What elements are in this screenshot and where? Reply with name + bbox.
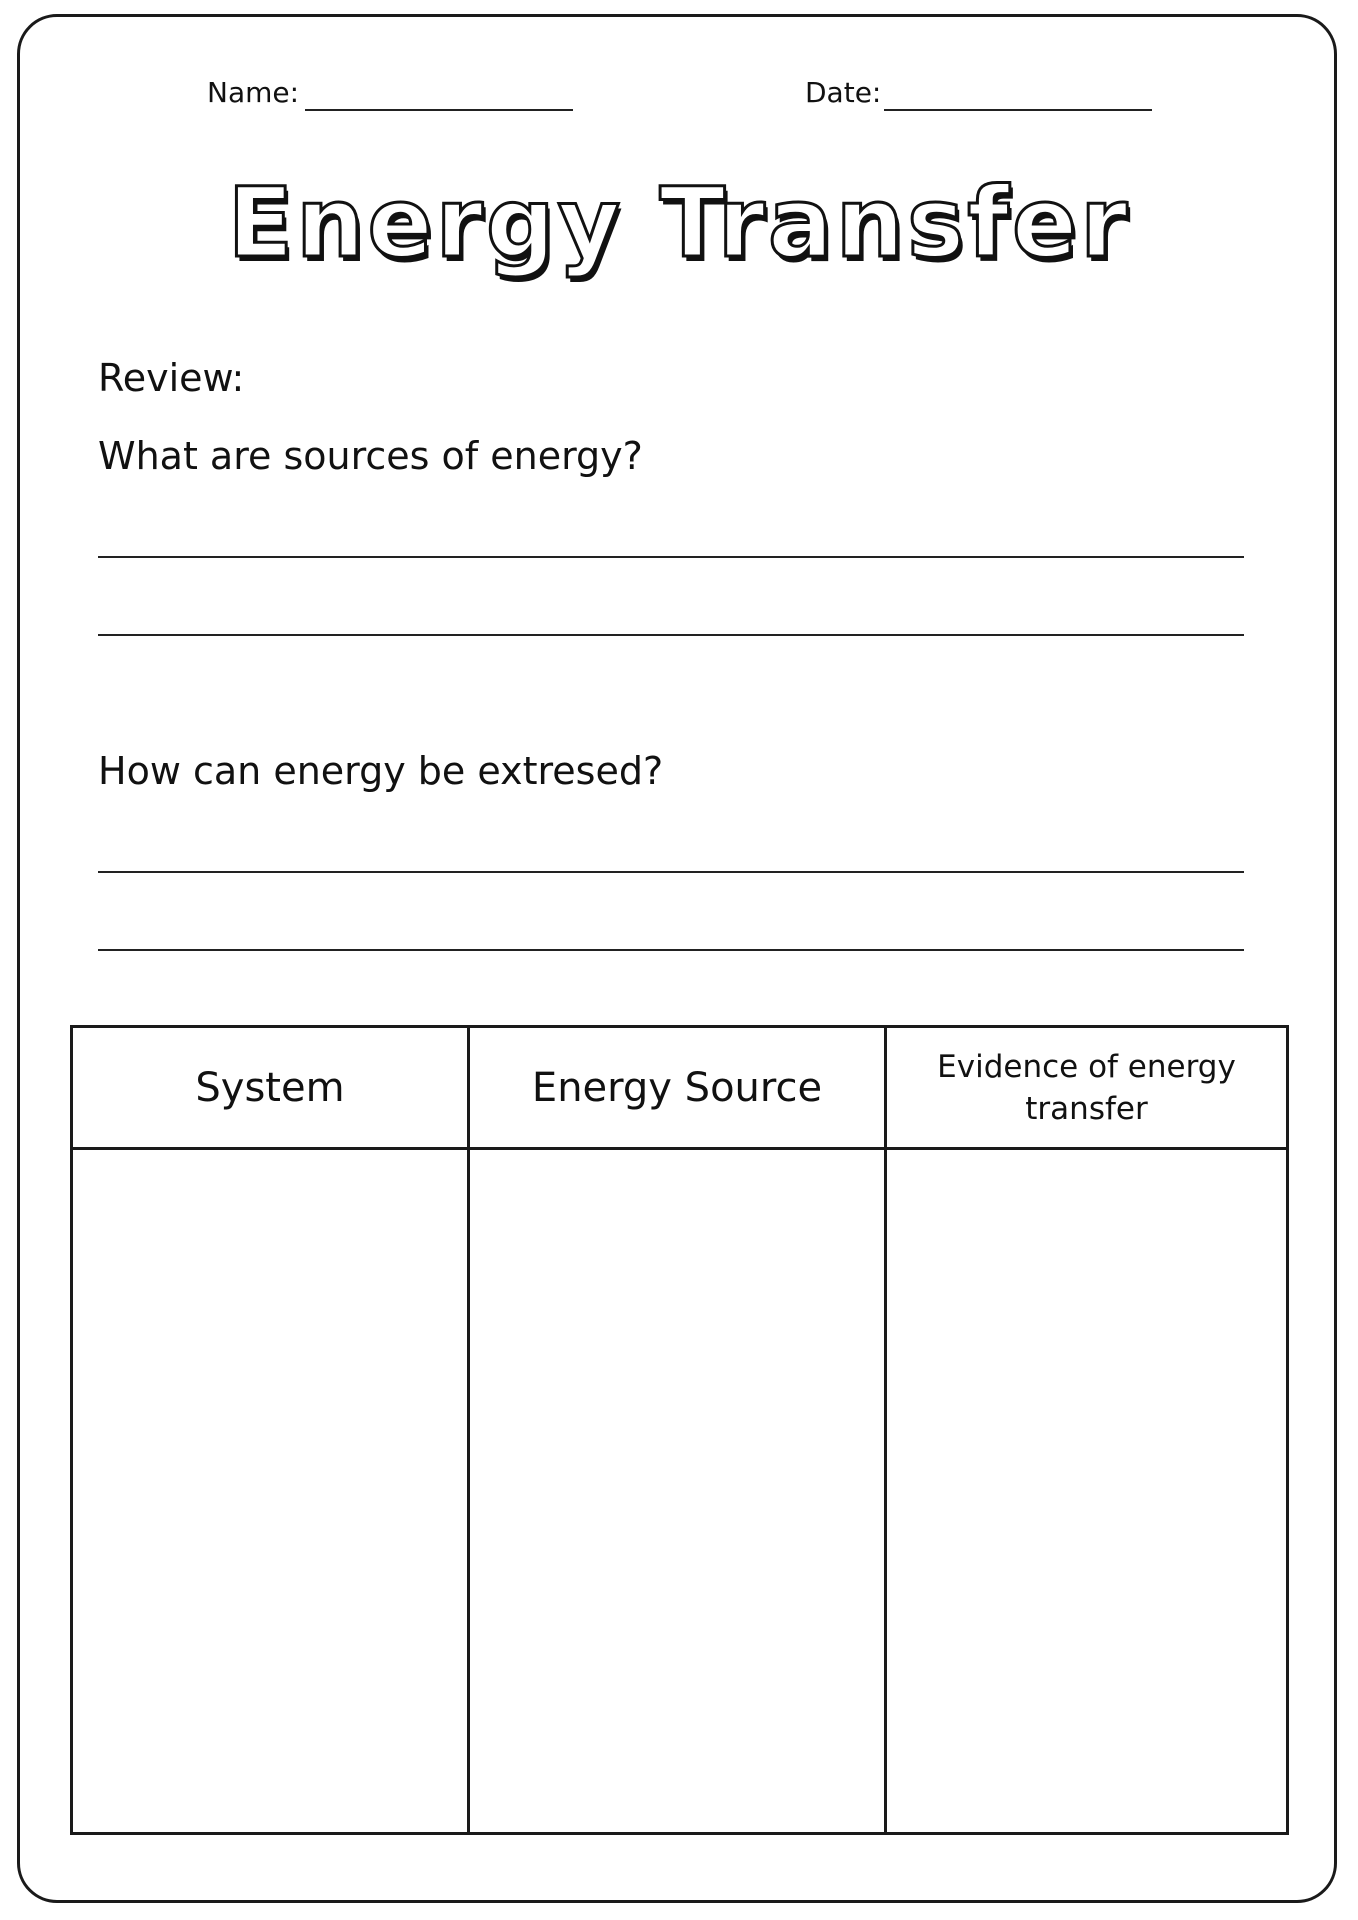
column-header-system: System: [195, 1064, 345, 1111]
energy-transfer-table: [70, 1025, 1289, 1835]
date-input-line[interactable]: [884, 109, 1152, 111]
answer-line-q2-2[interactable]: [98, 949, 1244, 951]
answer-line-q2-1[interactable]: [98, 871, 1244, 873]
question-energy-expressed: How can energy be extresed?: [98, 749, 664, 793]
name-label: Name:: [207, 76, 300, 109]
date-label: Date:: [805, 76, 882, 109]
review-label: Review:: [98, 356, 245, 400]
column-header-energy-source: Energy Source: [531, 1064, 823, 1111]
answer-line-q1-2[interactable]: [98, 634, 1244, 636]
table-cell-evidence[interactable]: [887, 1150, 1286, 1832]
table-cell-energy-source[interactable]: [470, 1150, 884, 1832]
answer-line-q1-1[interactable]: [98, 556, 1244, 558]
question-sources-of-energy: What are sources of energy?: [98, 434, 643, 478]
name-input-line[interactable]: [305, 109, 573, 111]
worksheet-title: Energy Transfer: [227, 167, 1131, 279]
table-cell-system[interactable]: [73, 1150, 467, 1832]
column-header-evidence: Evidence of energy transfer: [937, 1048, 1236, 1127]
